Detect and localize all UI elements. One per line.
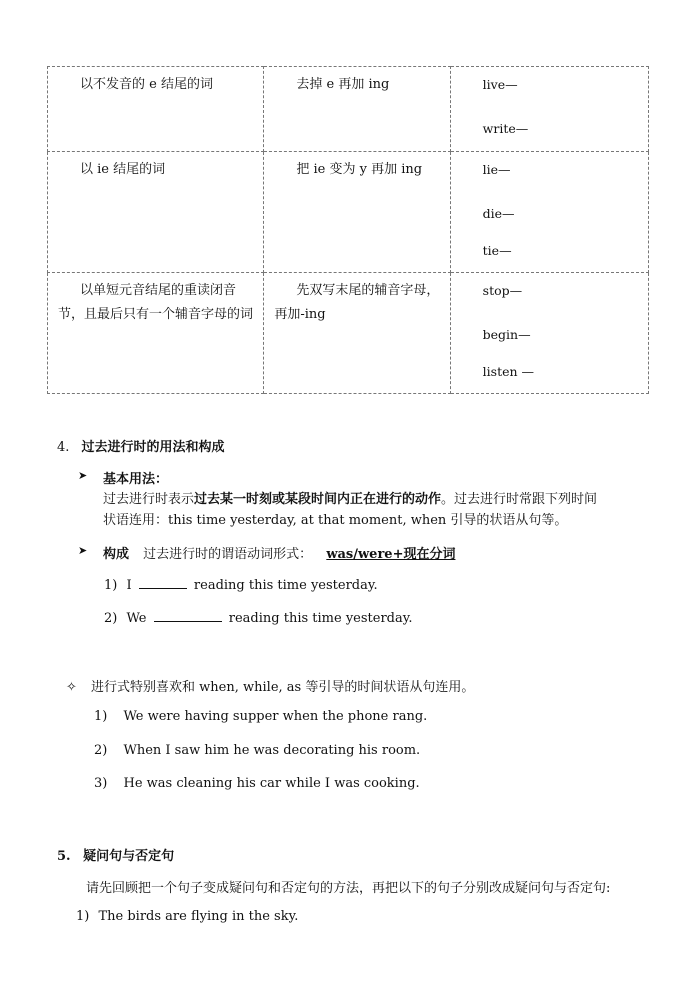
note-line: ✧ 进行式特别喜欢和 when, while, as 等引导的时间状语从句连用。 bbox=[66, 680, 475, 695]
rule-cell: 以单短元音结尾的重读闭音节，且最后只有一个辅音字母的词 bbox=[48, 273, 264, 394]
section-5-intro: 请先回顾把一个句子变成疑问句和否定句的方法，再把以下的句子分别改成疑问句与否定句: bbox=[86, 881, 611, 896]
example-word: stop— bbox=[482, 283, 523, 298]
section-title: 疑问句与否定句 bbox=[83, 849, 175, 864]
rule-cell: 以 ie 结尾的词 bbox=[48, 152, 264, 273]
question-item: 1) The birds are flying in the sky. bbox=[76, 909, 299, 924]
example-word: write— bbox=[482, 121, 529, 136]
usage-text-line2: 状语连用：this time yesterday, at that moment, when 引导的状语从句等。 bbox=[103, 513, 568, 528]
example-word: live— bbox=[482, 77, 518, 92]
table-row bbox=[48, 152, 649, 273]
examples-cell bbox=[450, 273, 648, 394]
examples-cell bbox=[450, 152, 648, 273]
form-label: 构成 bbox=[103, 547, 130, 562]
arrow-bullet-icon: ➤ bbox=[78, 469, 88, 482]
form-bullet bbox=[78, 543, 87, 558]
exercise-item: 2) We reading this time yesterday. bbox=[104, 611, 413, 626]
table-row bbox=[48, 273, 649, 394]
answer-blank[interactable] bbox=[154, 609, 222, 622]
form-line bbox=[103, 543, 455, 562]
example-word: die— bbox=[482, 206, 515, 221]
arrow-bullet-icon: ➤ bbox=[78, 544, 88, 557]
diamond-bullet-icon: ✧ bbox=[66, 680, 77, 695]
example-word: tie— bbox=[482, 243, 512, 258]
example-word: lie— bbox=[482, 162, 511, 177]
section-number: 5. bbox=[57, 849, 71, 864]
exercise-item: 1) I reading this time yesterday. bbox=[104, 578, 378, 593]
method-cell: 把 ie 变为 y 再加 ing bbox=[264, 152, 450, 273]
form-text: 过去进行时的谓语动词形式： bbox=[143, 547, 313, 562]
section-5-heading bbox=[57, 845, 174, 864]
method-cell: 去掉 e 再加 ing bbox=[264, 67, 450, 152]
rule-cell: 以不发音的 e 结尾的词 bbox=[48, 67, 264, 152]
examples-cell bbox=[450, 67, 648, 152]
section-4-heading bbox=[57, 436, 225, 455]
method-cell: 先双写末尾的辅音字母，再加-ing bbox=[264, 273, 450, 394]
section-title: 过去进行时的用法和构成 bbox=[81, 440, 225, 455]
section-number: 4. bbox=[57, 440, 70, 455]
example-word: listen — bbox=[482, 364, 535, 379]
table-row bbox=[48, 67, 649, 152]
example-word: begin— bbox=[482, 327, 531, 342]
usage-text: 过去进行时表示过去某一时刻或某段时间内正在进行的动作。过去进行时常跟下列时间 bbox=[103, 492, 598, 507]
ing-rules-table bbox=[47, 66, 649, 394]
form-formula: was/were+现在分词 bbox=[326, 547, 456, 562]
note-example: 3) He was cleaning his car while I was cooking. bbox=[94, 776, 420, 791]
usage-bullet bbox=[78, 468, 87, 483]
usage-label: 基本用法： bbox=[103, 472, 169, 487]
answer-blank[interactable] bbox=[139, 576, 187, 589]
note-example: 1) We were having supper when the phone rang. bbox=[94, 709, 428, 724]
note-example: 2) When I saw him he was decorating his room. bbox=[94, 743, 421, 758]
